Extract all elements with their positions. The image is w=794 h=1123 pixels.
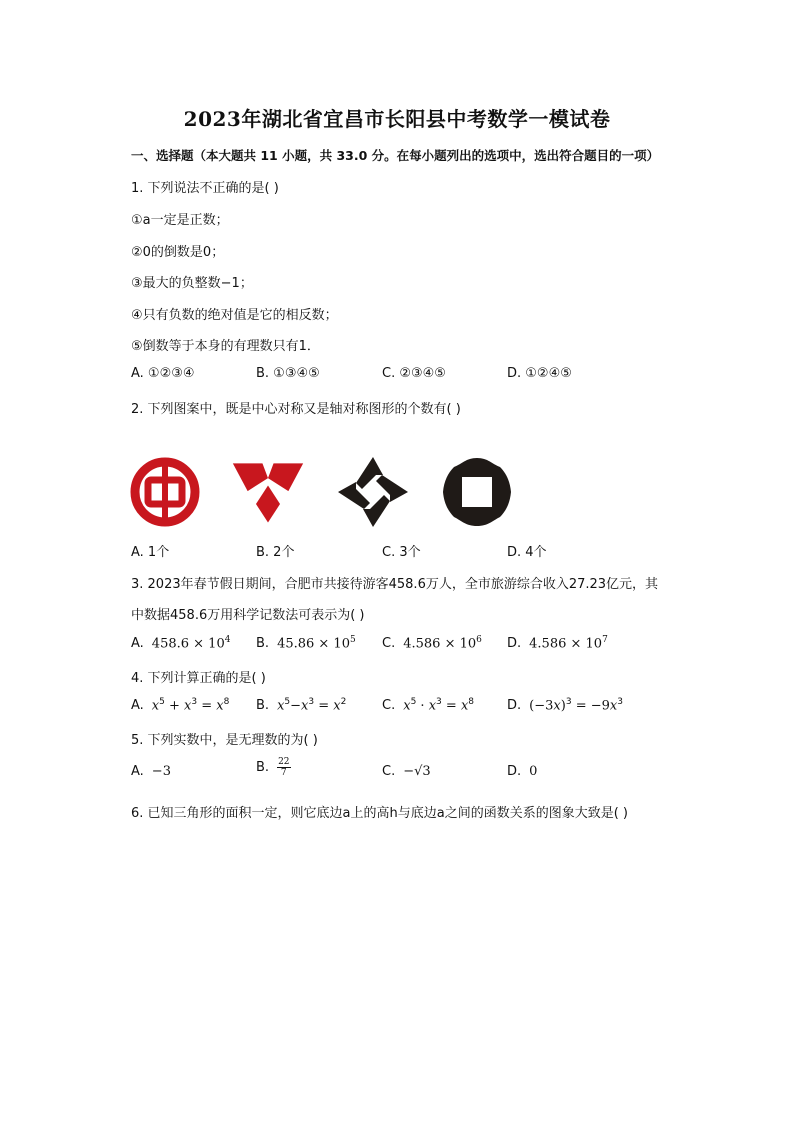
q3-stem-line1: 3. 2023年春节假日期间，合肥市共接待游客458.6万人，全市旅游综合收入27.23亿元，其 xyxy=(131,577,659,592)
q1-statement-5: ⑤倒数等于本身的有理数只有1． xyxy=(131,339,320,354)
q2-option-c[interactable]: C. 3个 xyxy=(382,545,421,560)
q5-stem: 5. 下列实数中，是无理数的为( ) xyxy=(131,733,318,748)
q3-option-a[interactable]: A. $458.6 \times 10^4$ xyxy=(131,635,231,652)
q5-option-d[interactable]: D. 0 xyxy=(507,764,538,779)
q1-statement-3: ③最大的负整数−1； xyxy=(131,276,253,291)
q4-stem: 4. 下列计算正确的是( ) xyxy=(131,671,266,686)
q1-option-b[interactable]: B. ①③④⑤ xyxy=(256,366,320,381)
q3-option-c[interactable]: C. $4.586 \times 10^6$ xyxy=(382,635,482,652)
three-diamond-logo-icon xyxy=(231,455,305,529)
q1-stem: 1. 下列说法不正确的是( ) xyxy=(131,181,279,196)
section-header: 一、选择题（本大题共 11 小题，共 33.0 分。在每小题列出的选项中，选出符合题目的一项） xyxy=(131,148,660,163)
q1-option-a[interactable]: A. ①②③④ xyxy=(131,366,195,381)
q1-statement-2: ②0的倒数是0； xyxy=(131,245,225,260)
q5-option-b[interactable]: B. $\frac{22}{7}$ xyxy=(256,757,290,778)
q4-option-b[interactable]: B. $x^5-x^3 = x^2$ xyxy=(256,697,347,714)
q4-option-d[interactable]: D. $(-3x)^3 = -9x^3$ xyxy=(507,697,623,714)
q1-statement-1: ①a一定是正数； xyxy=(131,213,229,228)
exam-title: 2023年湖北省宜昌市长阳县中考数学一模试卷 xyxy=(183,107,611,131)
q3-option-d[interactable]: D. $4.586 \times 10^7$ xyxy=(507,635,608,652)
q5-option-c[interactable]: C. −√3 xyxy=(382,764,431,779)
q3-option-b[interactable]: B. $45.86 \times 10^5$ xyxy=(256,635,356,652)
bank-of-china-logo-icon xyxy=(128,455,202,529)
q5-option-a[interactable]: A. −3 xyxy=(131,764,171,779)
q2-option-b[interactable]: B. 2个 xyxy=(256,545,295,560)
q1-statement-4: ④只有负数的绝对值是它的相反数； xyxy=(131,308,338,323)
q4-option-c[interactable]: C. $x^5 \cdot x^3 = x^8$ xyxy=(382,697,475,714)
q4-option-a[interactable]: A. $x^5 + x^3 = x^8$ xyxy=(131,697,230,714)
q6-stem: 6. 已知三角形的面积一定，则它底边a上的高h与底边a之间的函数关系的图象大致是( ) xyxy=(131,806,628,821)
fraction-22-over-7: $\frac{22}{7}$ xyxy=(278,757,290,778)
q3-stem-line2: 中数据458.6万用科学记数法可表示为( ) xyxy=(131,608,365,623)
q2-stem: 2. 下列图案中，既是中心对称又是轴对称图形的个数有( ) xyxy=(131,402,461,417)
q2-option-a[interactable]: A. 1个 xyxy=(131,545,170,560)
q1-option-c[interactable]: C. ②③④⑤ xyxy=(382,366,446,381)
q1-option-d[interactable]: D. ①②④⑤ xyxy=(507,366,572,381)
q2-figures xyxy=(128,455,528,530)
square-hole-coin-icon xyxy=(440,455,514,529)
four-arrow-star-icon xyxy=(336,455,410,529)
q2-option-d[interactable]: D. 4个 xyxy=(507,545,547,560)
